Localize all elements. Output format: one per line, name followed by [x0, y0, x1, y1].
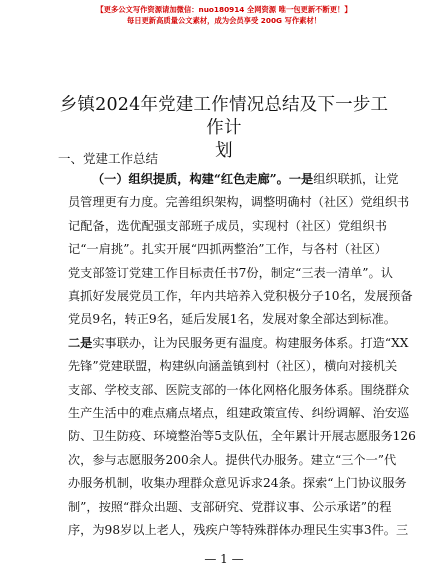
body-text-line	[92, 168, 399, 191]
body-text-line	[68, 332, 409, 355]
body-text: 先锋”党建联盟，构建纵向涵盖镇到村（社区），横向对接机关	[68, 359, 398, 374]
body-text: 序，为98岁以上老人，残疾户等特殊群体办理民生实事3件。三	[68, 523, 409, 537]
body-text: 制”，按照“群众出题、支部研究、党群议事、公示承诺”的程	[68, 499, 392, 514]
promo-banner	[0, 4, 448, 26]
body-text-line	[68, 425, 416, 448]
body-text: 党支部签订党建工作目标责任书7份，制定“三表一清单”。认	[68, 265, 393, 280]
body-text: 真抓好发展党员工作，年内共培养入党积极分子10名，发展预备	[68, 289, 413, 303]
body-text: 支部、学校支部、医院支部的一体化网格化服务体系。围绕群众	[68, 382, 410, 397]
body-text-line	[68, 379, 410, 402]
page-number: — 1 —	[204, 552, 244, 566]
body-text-line	[68, 496, 392, 519]
body-text: 实事联办，让为民服务更有温度。构建服务体系。打造“XX	[92, 335, 409, 350]
body-text: 记“一肩挑”。扎实开展“四抓两整治”工作，与各村（社区）	[68, 242, 387, 257]
body-text-line	[68, 238, 387, 261]
promo-banner-line-2: 每日更新高质量公文素材，成为会员享受 200G 写作素材！	[126, 16, 322, 25]
body-text-line	[68, 285, 413, 308]
body-text: 次，参与志愿服务200余人。提供代办服务。建立“三个一”代	[68, 452, 397, 467]
body-text-line	[68, 402, 410, 425]
body-text: 防、卫生防疫、环境整治等5支队伍，全年累计开展志愿服务126	[68, 429, 416, 444]
body-text-line	[68, 262, 393, 285]
body-text: 记配备，选优配强支部班子成员，实现村（社区）党组织书	[68, 218, 387, 233]
body-text: 员管理更有力度。完善组织架构，调整明确村（社区）党组织书	[68, 195, 410, 210]
body-text-line	[68, 355, 398, 378]
document-title-line-2: 划	[215, 141, 233, 161]
body-text: 生产生活中的难点痛点堵点，组建政策宣传、纠纷调解、治安巡	[68, 406, 410, 420]
body-text: 办服务机制，收集办理群众意见诉求24条。探索“上门协议服务	[68, 476, 407, 491]
promo-banner-line-1: 【更多公文写作资源请加微信：nuo180914 全网资源 唯一包更新不断更！】	[96, 5, 352, 14]
body-text-line	[68, 308, 396, 331]
body-text: 党员9名，转正9名，延后发展1名，发展对象全部达到标准。	[68, 312, 396, 327]
body-text-line	[68, 215, 387, 238]
body-text-line	[68, 449, 397, 472]
bold-lead-text: （一）组织提质，构建“红色走廊”。一是	[92, 172, 314, 186]
body-text: 组织联抓，让党	[313, 172, 399, 186]
body-text-line	[68, 191, 410, 214]
body-text-line	[68, 519, 409, 542]
body-text-line	[68, 472, 407, 495]
bold-lead-text: 二是	[68, 335, 93, 350]
document-title-line-1: 乡镇2024年党建工作情况总结及下一步工作计	[59, 95, 389, 138]
section-heading: 一、党建工作总结	[58, 151, 159, 166]
